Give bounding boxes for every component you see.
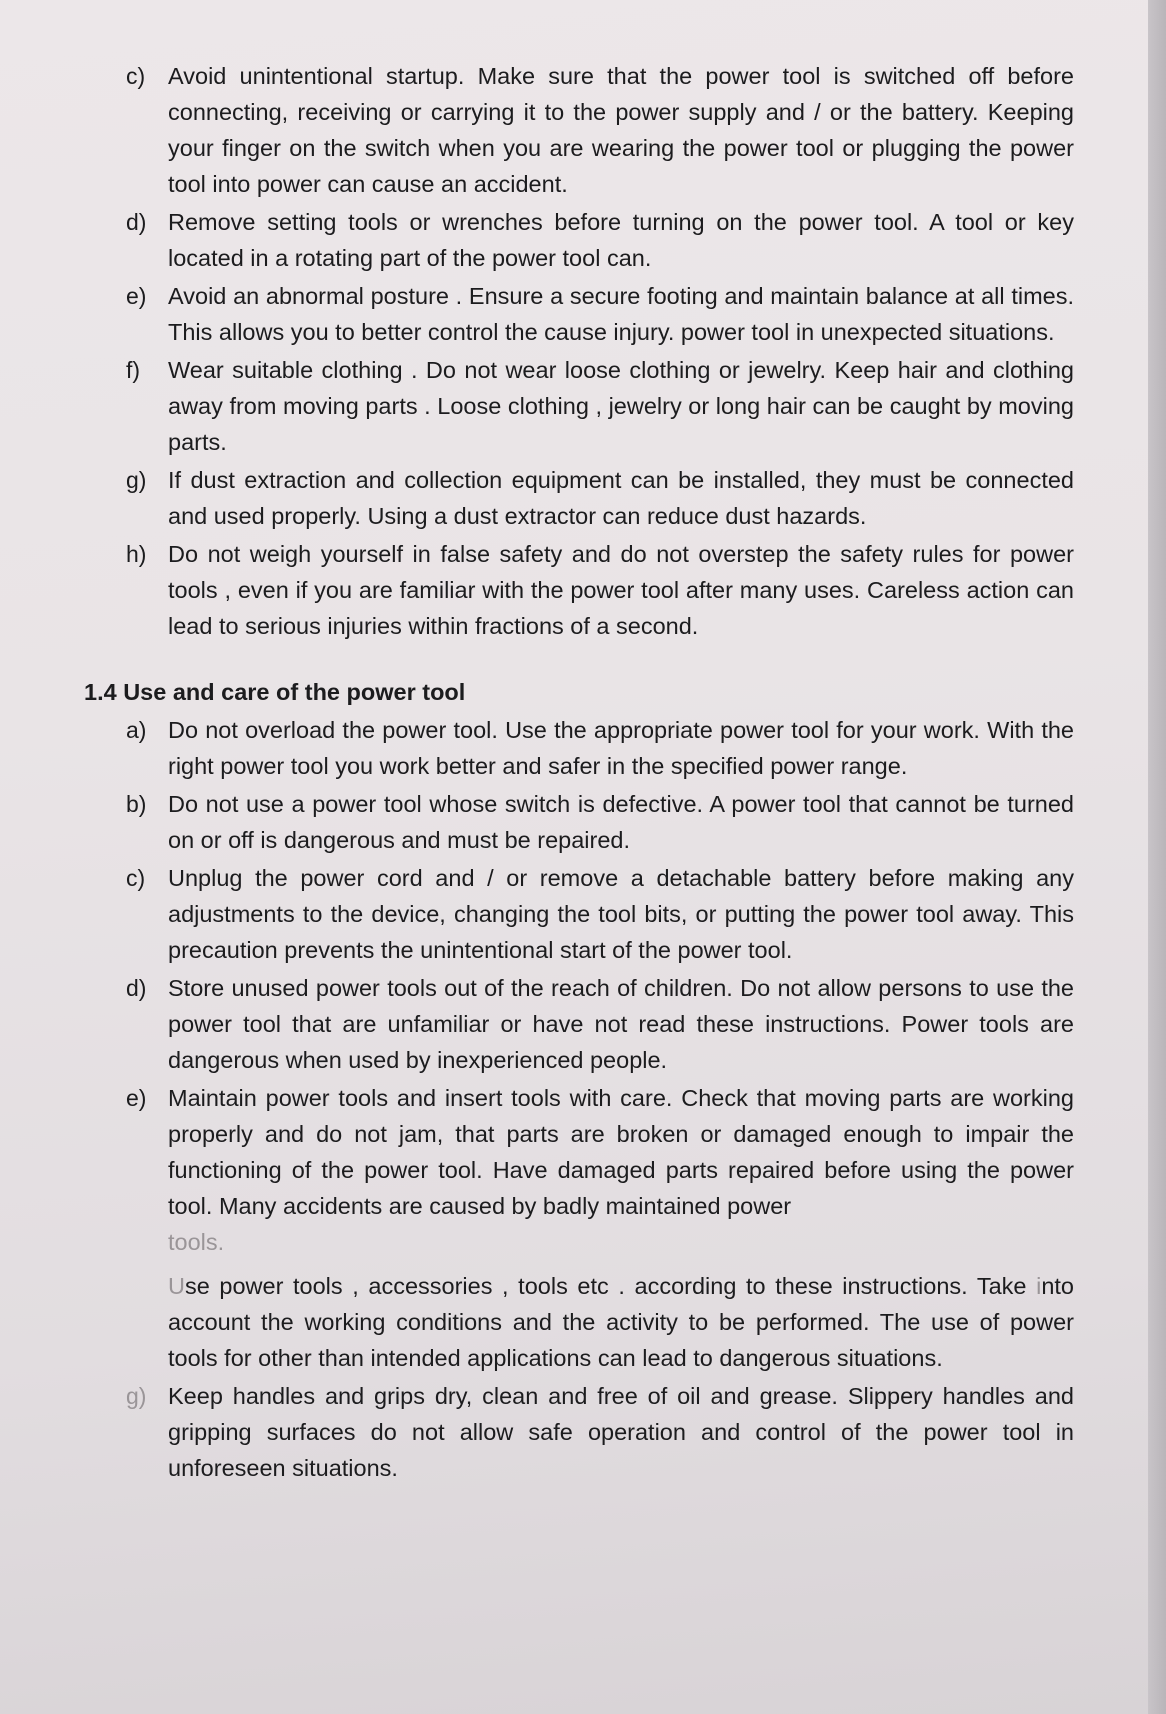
list-item-text: Do not weigh yourself in false safety and do not overstep the safety rules for power tools , even if you are familiar with the power tool after many uses. Careless action can lead to serious injuries within fractions of a second.	[168, 541, 1074, 639]
list-marker: b)	[126, 791, 147, 817]
list-item-text-main: se power tools , accessories , tools etc . according to these instructions. Take	[184, 1273, 1027, 1299]
list-marker: e)	[126, 1085, 147, 1111]
list-marker: a)	[126, 717, 147, 743]
list-marker: c)	[126, 63, 146, 89]
list-item	[84, 970, 1074, 1078]
list-marker: f)	[126, 357, 141, 383]
list-item-text: Do not overload the power tool. Use the appropriate power tool for your work. With the right power tool you work better and safer in the specified power range.	[168, 717, 1074, 779]
list-item	[84, 712, 1074, 784]
list-item	[84, 352, 1074, 460]
safety-list-use-and-care	[84, 712, 1074, 1486]
list-item	[84, 462, 1074, 534]
list-item-text: Remove setting tools or wrenches before turning on the power tool. A tool or key located in a rotating part of the power tool can.	[168, 209, 1074, 271]
list-marker: e)	[126, 283, 147, 309]
list-item-text: Do not use a power tool whose switch is defective. A power tool that cannot be turned on or off is dangerous and must be repaired.	[168, 791, 1074, 853]
list-marker: c)	[126, 865, 146, 891]
list-item-text-main: Maintain power tools and insert tools with care. Check that moving parts are working properly and do not jam, that parts are broken or damaged enough to impair the functioning of the power tool. Have damaged parts repaired before using the power tool. Many accidents are caused by badly maintained power	[168, 1085, 1074, 1219]
list-item-text: Unplug the power cord and / or remove a detachable battery before making any adjustments to the device, changing the tool bits, or putting the power tool away. This precaution prevents the unintentional start of the power tool.	[168, 865, 1074, 963]
list-item	[84, 204, 1074, 276]
list-marker: d)	[126, 975, 147, 1001]
safety-list-personal	[84, 58, 1074, 644]
list-item-text: Avoid unintentional startup. Make sure that the power tool is switched off before connecting, receiving or carrying it to the power supply and / or the battery. Keeping your finger on the switch when you are wearing the power tool or plugging the power tool into power can cause an accident.	[168, 63, 1074, 197]
list-marker: g)	[126, 467, 147, 493]
faded-letter: i	[1036, 1273, 1042, 1299]
list-item-text: Wear suitable clothing . Do not wear loose clothing or jewelry. Keep hair and clothing away from moving parts . Loose clothing , jewelry or long hair can be caught by moving parts.	[168, 357, 1074, 455]
list-item	[84, 786, 1074, 858]
list-item-text: Store unused power tools out of the reach of children. Do not allow persons to use the power tool that are unfamiliar or have not read these instructions. Power tools are dangerous when used by inexperienced people.	[168, 975, 1074, 1073]
list-marker: g)	[126, 1383, 147, 1409]
list-item-text-faded: tools.	[168, 1229, 225, 1255]
list-item	[84, 1378, 1074, 1486]
faded-letter: U	[168, 1273, 185, 1299]
list-item-text: Avoid an abnormal posture . Ensure a secure footing and maintain balance at all times. This allows you to better control the cause injury. power tool in unexpected situations.	[168, 283, 1074, 345]
list-item-text	[168, 1268, 1074, 1376]
list-item	[84, 1268, 1074, 1376]
list-item-text-continued: nto account the working conditions and the activity to be performed. The use of power tools for other than intended applications can lead to dangerous situations.	[168, 1273, 1074, 1371]
list-item	[84, 536, 1074, 644]
list-item-text: Keep handles and grips dry, clean and free of oil and grease. Slippery handles and gripping surfaces do not allow safe operation and control of the power tool in unforeseen situations.	[168, 1383, 1074, 1481]
list-item	[84, 1080, 1074, 1260]
list-marker: h)	[126, 541, 147, 567]
list-item-text	[168, 1080, 1074, 1260]
list-item	[84, 860, 1074, 968]
page-edge-shadow	[1148, 0, 1166, 1714]
section-heading: 1.4 Use and care of the power tool	[84, 679, 466, 705]
list-item	[84, 58, 1074, 202]
document-content	[84, 58, 1074, 1488]
list-marker: d)	[126, 209, 147, 235]
list-item	[84, 278, 1074, 350]
list-item-text: If dust extraction and collection equipment can be installed, they must be connected and used properly. Using a dust extractor can reduce dust hazards.	[168, 467, 1074, 529]
